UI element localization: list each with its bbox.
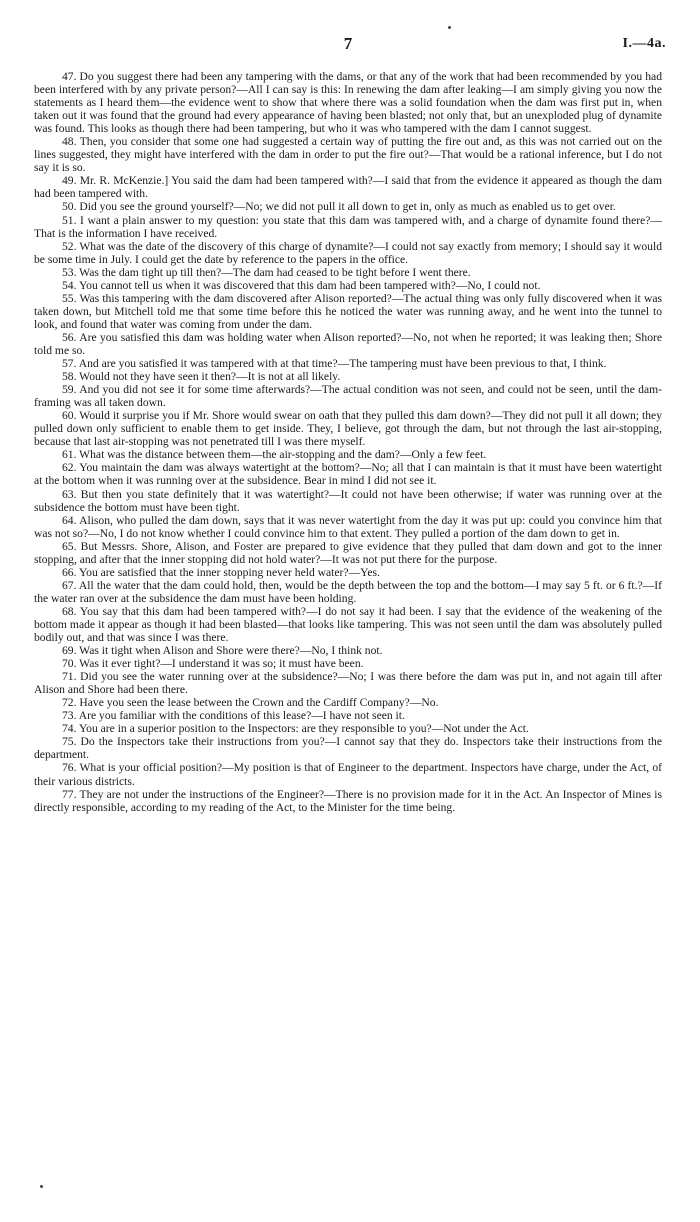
evidence-body (34, 70, 662, 814)
evidence-paragraph: 50. Did you see the ground yourself?—No; we did not pull it all down to get in, only as much as enabled us to get over. (62, 200, 616, 214)
evidence-paragraph: 55. Was this tampering with the dam discovered after Alison reported?—The actual thing was only fully discovered when it was taken down, but Mitchell told me that some time before this he noticed the water was running away, and he went into the tunnel to look, and found that water was coming from under the dam. (34, 291, 662, 331)
evidence-paragraph: 65. But Messrs. Shore, Alison, and Foster are prepared to give evidence that they pulled that dam down and got to the inner stopping, and after that the inner stopping did not hold water?—It was not put there for the purpose. (34, 539, 662, 566)
evidence-paragraph: 61. What was the distance between them—the air-stopping and the dam?—Only a few feet. (62, 448, 487, 462)
evidence-paragraph: 68. You say that this dam had been tampered with?—I do not say it had been. I say that the evidence of the weakening of the bottom made it appear as though it had been blasted—that looks like tampering. This was not seen until the dam was absolutely pulled bodily out, and that was since I was there. (34, 604, 662, 645)
document-reference: I.—4a. (622, 36, 666, 51)
evidence-paragraph: 58. Would not they have seen it then?—It is not at all likely. (62, 370, 341, 384)
evidence-paragraph: 57. And are you satisfied it was tampered with at that time?—The tampering must have been previous to that, I think. (62, 357, 607, 371)
evidence-paragraph: 63. But then you state definitely that it was watertight?—It could not have been otherwise; if water was running over at the subsidence the bottom must have been tight. (34, 487, 662, 514)
evidence-paragraph: 51. I want a plain answer to my question: you state that this dam was tampered with, and a charge of dynamite found there?—That is the information I have received. (34, 213, 662, 240)
evidence-paragraph: 72. Have you seen the lease between the Crown and the Cardiff Company?—No. (62, 696, 439, 710)
evidence-paragraph: 56. Are you satisfied this dam was holding water when Alison reported?—No, not when he reported; it was leaking then; Shore told me so. (34, 330, 662, 357)
evidence-paragraph: 54. You cannot tell us when it was discovered that this dam had been tampered with?—No, I could not. (62, 278, 541, 292)
evidence-paragraph: 60. Would it surprise you if Mr. Shore would swear on oath that they pulled this dam down?—They did not pull it all down; they pulled down only sufficient to enable them to get inside. They, I believe, got through the dam, but not through the last air-stopping, because that last air-stopping was not penetrated till I was there myself. (34, 409, 662, 449)
evidence-paragraph: 73. Are you familiar with the conditions of this lease?—I have not seen it. (62, 709, 405, 723)
evidence-paragraph: 59. And you did not see it for some time afterwards?—The actual condition was not seen, and could not be seen, until the dam-framing was all taken down. (34, 383, 662, 410)
evidence-paragraph: 69. Was it tight when Alison and Shore were there?—No, I think not. (62, 644, 383, 658)
evidence-paragraph: 74. You are in a superior position to the Inspectors: are they responsible to you?—Not under the Act. (62, 722, 529, 736)
evidence-paragraph: 48. Then, you consider that some one had suggested a certain way of putting the fire out and, as this was not carried out on the lines suggested, they might have interfered with the dam in order to put the fire out?—That would be a rational inference, but I do not say it is so. (34, 135, 662, 175)
evidence-paragraph: 53. Was the dam tight up till then?—The dam had ceased to be tight before I went there. (62, 265, 471, 279)
evidence-paragraph: 75. Do the Inspectors take their instructions from you?—I cannot say that they do. Inspectors take their instructions from the department. (34, 735, 662, 762)
evidence-paragraph: 66. You are satisfied that the inner stopping never held water?—Yes. (62, 565, 380, 579)
evidence-paragraph: 64. Alison, who pulled the dam down, says that it was never watertight from the day it was put up: could you convince him that was not so?—No, I do not know whether I could convince him to that extent. They pulled a portion of the dam down to get in. (34, 513, 662, 540)
page-mark (40, 1185, 43, 1188)
evidence-paragraph: 49. Mr. R. McKenzie.] You said the dam had been tampered with?—I said that from the evidence it appeared as though the dam had been tampered with. (34, 174, 662, 201)
evidence-paragraph: 70. Was it ever tight?—I understand it was so; it must have been. (62, 657, 364, 671)
evidence-paragraph: 67. All the water that the dam could hold, then, would be the depth between the top and the bottom—I may say 5 ft. or 6 ft.?—If the water ran over at the subsidence the dam must have been holding. (34, 578, 662, 605)
evidence-paragraph: 52. What was the date of the discovery of this charge of dynamite?—I could not say exactly from memory; I should say it would be some time in July. I could get the date by reference to the papers in the office. (34, 239, 662, 266)
evidence-paragraph: 77. They are not under the instructions of the Engineer?—There is no provision made for it in the Act. An Inspector of Mines is directly responsible, according to my reading of the Act, to the Minister for the time being. (34, 787, 662, 814)
evidence-paragraph: 71. Did you see the water running over at the subsidence?—No; I was there before the dam was put in, and not again till after Alison and Shore had been there. (34, 670, 662, 697)
evidence-paragraph: 47. Do you suggest there had been any tampering with the dams, or that any of the work that had been recommended by you had been interfered with by any private person?—All I can say is this: In renewing the dam after leaking—I am simply giving you now the statements as I heard them—the evidence went to show that where there was a solid foundation when the dam was first put in, when taken out it was found that the ground had every appearance of having been blasted; not only that, but an unexploded plug of dynamite was found. This looks as though there had been tampering, but who it was who tampered with the dam I cannot suggest. (34, 70, 662, 136)
page-number: 7 (343, 34, 353, 53)
evidence-paragraph: 76. What is your official position?—My position is that of Engineer to the department. Inspectors have charge, under the Act, of their various districts. (34, 761, 662, 788)
evidence-paragraph: 62. You maintain the dam was always watertight at the bottom?—No; all that I can maintain is that it must have been watertight at the bottom when it was running over at the subsidence. Bear in mind I did not see it. (34, 461, 662, 488)
page-mark (448, 26, 451, 29)
